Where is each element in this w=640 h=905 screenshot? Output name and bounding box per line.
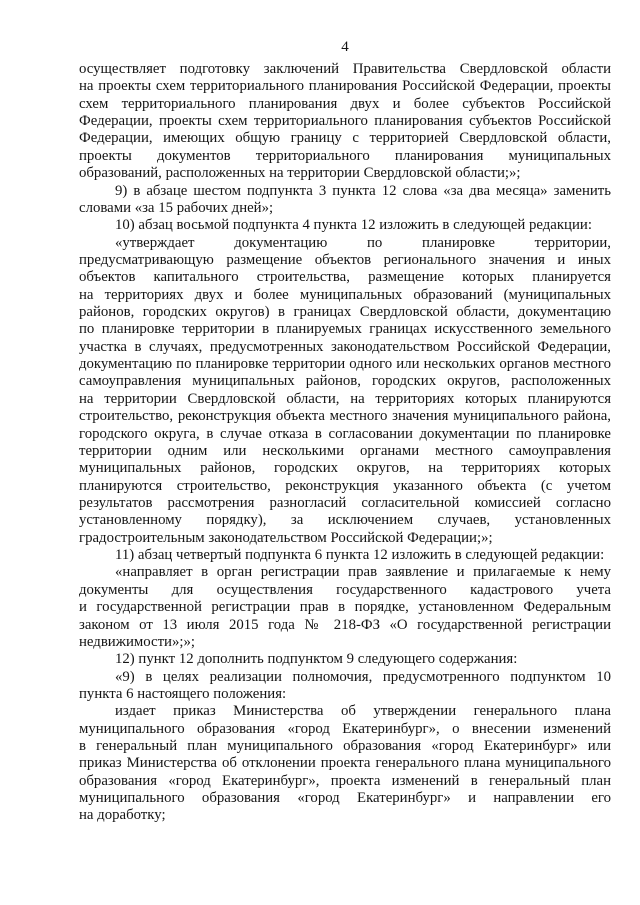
text-line: образования «город Екатеринбург», проекта изменений в генеральный план (79, 772, 611, 789)
text-line: установленному порядку), за исключением случаев, установленных (79, 512, 611, 529)
text-line: «направляет в орган регистрации прав заявление и прилагаемые к нему (115, 564, 611, 581)
text-line: Федерации, имеющих общую границу с территорией Свердловской области, (79, 130, 611, 147)
text-line: Федерации, проекты схем территориального планирования субъектов Российской (79, 113, 611, 130)
text-line: документацию по планировке территории одного или нескольких органов местного (79, 356, 611, 373)
text-line: планируются строительство, реконструкция указанного объекта (с учетом (79, 477, 611, 494)
text-line: самоуправления муниципальных районов, городских округов, расположенных (79, 373, 611, 390)
text-line: проекты документов территориального планирования муниципальных (79, 147, 611, 164)
paragraph-issues-order (79, 703, 611, 825)
paragraph-continuation (79, 61, 611, 183)
text-line: объектов капитального строительства, размещение которых планируется (79, 269, 611, 286)
text-line: словами «за 15 рабочих дней»; (79, 199, 274, 216)
text-line: муниципальных районов, городских округов, на территориях которых (79, 460, 611, 477)
paragraph-item-10 (79, 217, 611, 234)
text-line: 11) абзац четвертый подпункта 6 пункта 12 изложить в следующей редакции: (115, 547, 605, 564)
text-line: территории одним или несколькими органами местного самоуправления (79, 442, 611, 459)
text-line: муниципального образования «город Екатеринбург» и направлении его (79, 790, 611, 807)
text-line: образований, расположенных на территории Свердловской области;»; (79, 165, 521, 182)
text-line: районов, городских округов) в границах Свердловской области, документацию (79, 304, 611, 321)
text-line: законом от 13 июля 2015 года № 218-ФЗ «О государственной регистрации (79, 616, 611, 633)
text-line: на проекты схем территориального планирования Российской Федерации, проекты (79, 78, 611, 95)
text-line: муниципального образования «город Екатеринбург», о внесении изменений (79, 720, 611, 737)
paragraph-quoted-sends (79, 564, 611, 651)
text-line: по планировке территории в планируемых границах искусственного земельного (79, 321, 611, 338)
text-line: издает приказ Министерства об утверждении генерального плана (115, 703, 611, 720)
text-line: осуществляет подготовку заключений Правительства Свердловской области (79, 61, 611, 77)
text-line: 12) пункт 12 дополнить подпунктом 9 следующего содержания: (115, 651, 518, 668)
page-number: 4 (341, 39, 349, 55)
text-line: и государственной регистрации прав в порядке, установленном Федеральным (79, 599, 611, 616)
text-line: схем территориального планирования двух и более субъектов Российской (79, 95, 611, 112)
text-line: участка в случаях, предусмотренных законодательством Российской Федерации, (79, 338, 611, 355)
paragraph-quoted-subitem-9 (79, 669, 611, 704)
text-line: на территориях двух и более муниципальных образований (муниципальных (79, 286, 611, 303)
paragraph-item-12 (79, 651, 611, 668)
text-line: результатов рассмотрения разногласий согласительной комиссией согласно (79, 494, 611, 511)
paragraph-item-9 (79, 183, 611, 218)
text-line: градостроительным законодательством Российской Федерации;»; (79, 529, 493, 546)
text-line: 9) в абзаце шестом подпункта 3 пункта 12 слова «за два месяца» заменить (115, 182, 611, 199)
text-line: приказ Министерства об отклонении проекта генерального плана муниципального (79, 755, 611, 772)
document-body (79, 61, 611, 825)
text-line: на доработку; (79, 807, 166, 824)
text-line: строительство, реконструкция объекта местного значения муниципального района, (79, 408, 611, 425)
text-line: на территории Свердловской области, на территориях которых планируются (79, 390, 611, 407)
text-line: «утверждает документацию по планировке территории, (115, 234, 611, 251)
paragraph-item-11 (79, 547, 611, 564)
text-line: предусматривающую размещение объектов регионального значения и иных (79, 251, 611, 268)
text-line: документы для осуществления государственного кадастрового учета (79, 581, 611, 598)
text-line: пункта 6 настоящего положения: (79, 685, 287, 702)
text-line: городского округа, в случае отказа в согласовании документации по планировке (79, 425, 611, 442)
text-line: недвижимости»;»; (79, 633, 195, 650)
text-line: «9) в целях реализации полномочия, предусмотренного подпунктом 10 (115, 668, 611, 685)
paragraph-quoted-approves (79, 235, 611, 547)
text-line: 10) абзац восьмой подпункта 4 пункта 12 изложить в следующей редакции: (115, 217, 592, 234)
text-line: в генеральный план муниципального образования «город Екатеринбург» или (79, 738, 611, 755)
